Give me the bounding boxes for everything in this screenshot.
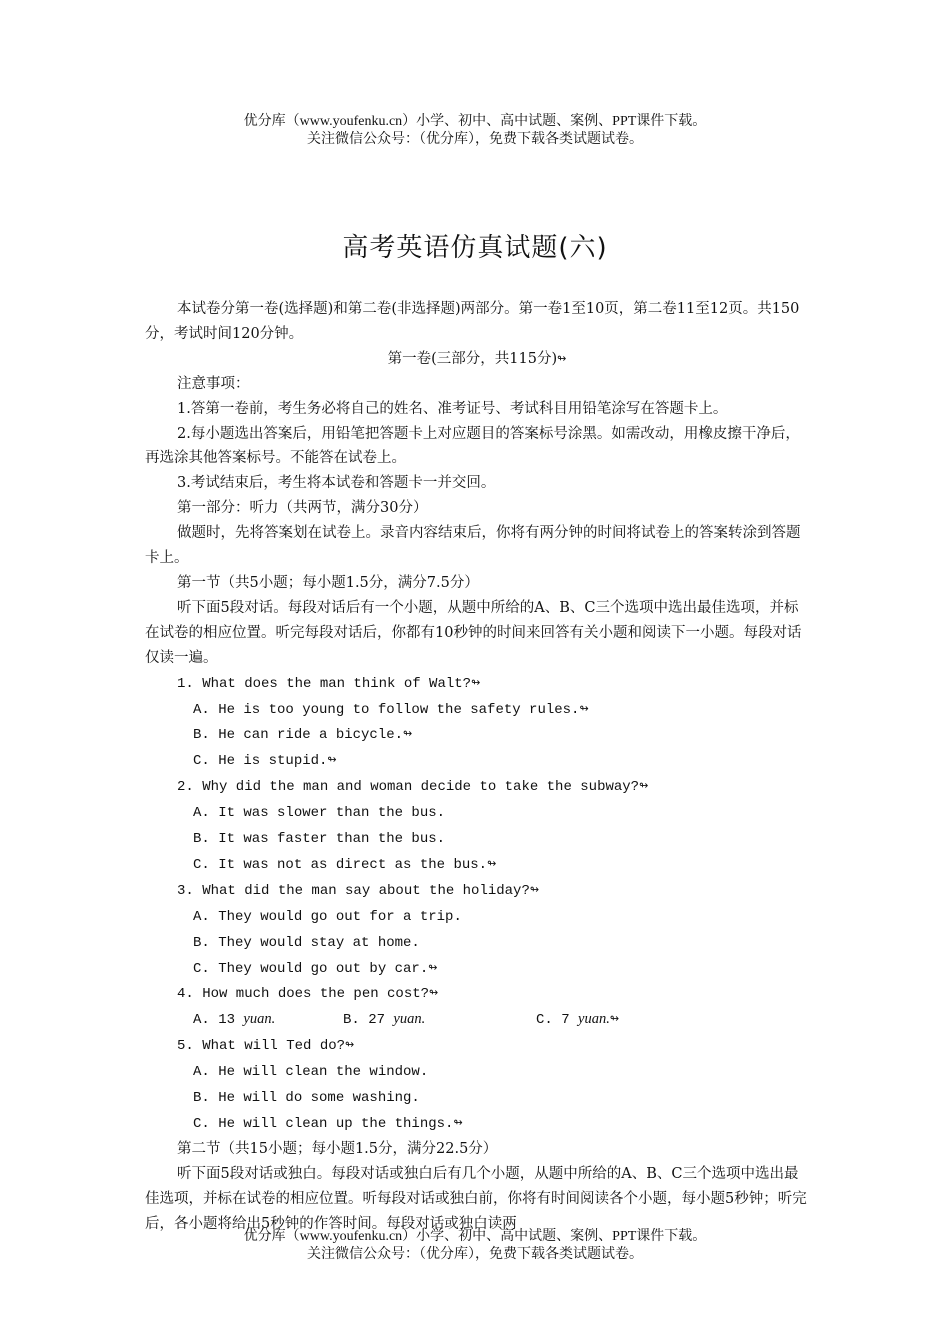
question-4-option-c: C. 7 yuan.↬ [536,1011,620,1029]
paragraph-mark-icon: ↬ [403,727,413,741]
section2-heading: 第二节（共15小题；每小题1.5分，满分22.5分） [177,1140,498,1157]
question-5-stem: 5. What will Ted do? [177,1038,346,1055]
header-line-1: 优分库（www.youfenku.cn）小学、初中、高中试题、案例、PPT课件下载。 [243,114,707,129]
paragraph-mark-icon: ↬ [639,779,649,793]
paragraph-mark-icon: ↬ [453,1116,463,1129]
notice-item-1: 1.答第一卷前，考生务必将自己的姓名、准考证号、考试科目用铅笔涂写在答题卡上。 [177,400,728,417]
paragraph-mark-icon: ↬ [557,351,567,365]
question-1-stem: 1. What does the man think of Walt? [177,675,472,692]
question-5-option-b: B. He will do some washing. [193,1090,420,1107]
question-1-option-a: A. He is too young to follow the safety rules.↬ [193,701,589,718]
question-2-option-b: B. It was faster than the bus. [193,831,446,848]
question-5-option-c: C. He will clean up the things.↬ [193,1116,463,1132]
paragraph-mark-icon: ↬ [428,960,438,974]
part1-description: 做题时，先将答案划在试卷上。录音内容结束后，你将有两分钟的时间将试卷上的答案转涂到答题卡上。 [145,525,801,567]
page-header [0,113,950,149]
question-4-stem: 4. How much does the pen cost? [177,986,430,1003]
question-2 [177,774,809,800]
section1-heading: 第一节（共5小题；每小题1.5分，满分7.5分） [177,574,479,591]
notice-title: 注意事项： [177,375,250,392]
paragraph-mark-icon: ↬ [471,675,481,689]
paragraph-mark-icon: ↬ [345,1038,355,1052]
question-3 [177,878,809,904]
question-5 [177,1033,809,1059]
page-title: 高考英语仿真试题(六) [342,233,608,263]
question-4 [177,981,809,1007]
question-3-option-b: B. They would stay at home. [193,934,420,951]
question-1 [177,671,809,697]
notice-item-2: 2.每小题选出答案后，用铅笔把答题卡上对应题目的答案标号涂黑。如需改动，用橡皮擦干净后，再选涂其他答案标号。不能答在试卷上。 [145,425,800,467]
section1-description: 听下面5段对话。每段对话后有一个小题，从题中所给的A、B、C三个选项中选出最佳选项，并标在试卷的相应位置。听完每段对话后，你都有10秒钟的时间来回答有关小题和阅读下一小题。每段对话仅读一遍。 [145,599,802,666]
part1-heading: 第一部分：听力（共两节，满分30分） [177,500,428,517]
question-4-option-b: B. 27 yuan. [343,1011,426,1029]
question-4-options [193,1007,809,1033]
question-1-option-b: B. He can ride a bicycle.↬ [193,727,413,744]
paragraph-mark-icon: ↬ [429,986,439,1000]
question-2-option-c: C. It was not as direct as the bus.↬ [193,856,497,873]
paragraph-mark-icon: ↬ [579,701,589,715]
question-3-option-c: C. They would go out by car.↬ [193,960,438,977]
question-2-option-a: A. It was slower than the bus. [193,805,446,822]
notice-item-3: 3.考试结束后，考生将本试卷和答题卡一并交回。 [177,475,496,492]
volume-heading [145,347,809,372]
section2-description: 听下面5段对话或独白。每段对话或独白后有几个小题，从题中所给的A、B、C三个选项中选出最佳选项，并标在试卷的相应位置。听每段对话或独白前，你将有时间阅读各个小题，每小题5秒钟；听完后，各小题将给出5秒钟的作答时间。每段对话或独白读两 [145,1165,807,1232]
footer-line-1: 优分库（www.youfenku.cn）小学、初中、高中试题、案例、PPT课件下载。 [243,1229,707,1244]
question-4-option-a: A. 13 yuan. [193,1011,276,1029]
intro-paragraph: 本试卷分第一卷(选择题)和第二卷(非选择题)两部分。第一卷1至10页，第二卷11至12页。共150分，考试时间120分钟。 [145,301,800,342]
question-2-stem: 2. Why did the man and woman decide to take the subway? [177,779,640,796]
paragraph-mark-icon: ↬ [609,1012,620,1026]
question-5-option-a: A. He will clean the window. [193,1064,429,1081]
question-3-stem: 3. What did the man say about the holiday? [177,882,530,899]
footer-line-2: 关注微信公众号：（优分库），免费下载各类试题试卷。 [307,1247,643,1262]
paragraph-mark-icon: ↬ [327,753,337,767]
header-line-2: 关注微信公众号：（优分库），免费下载各类试题试卷。 [307,132,643,147]
paragraph-mark-icon: ↬ [529,882,540,896]
document-body [145,297,809,1237]
volume-heading-text: 第一卷(三部分，共115分) [387,350,558,367]
question-3-option-a: A. They would go out for a trip. [193,908,462,925]
page-footer [0,1228,950,1264]
question-1-option-c: C. He is stupid.↬ [193,753,337,770]
paragraph-mark-icon: ↬ [487,856,497,870]
